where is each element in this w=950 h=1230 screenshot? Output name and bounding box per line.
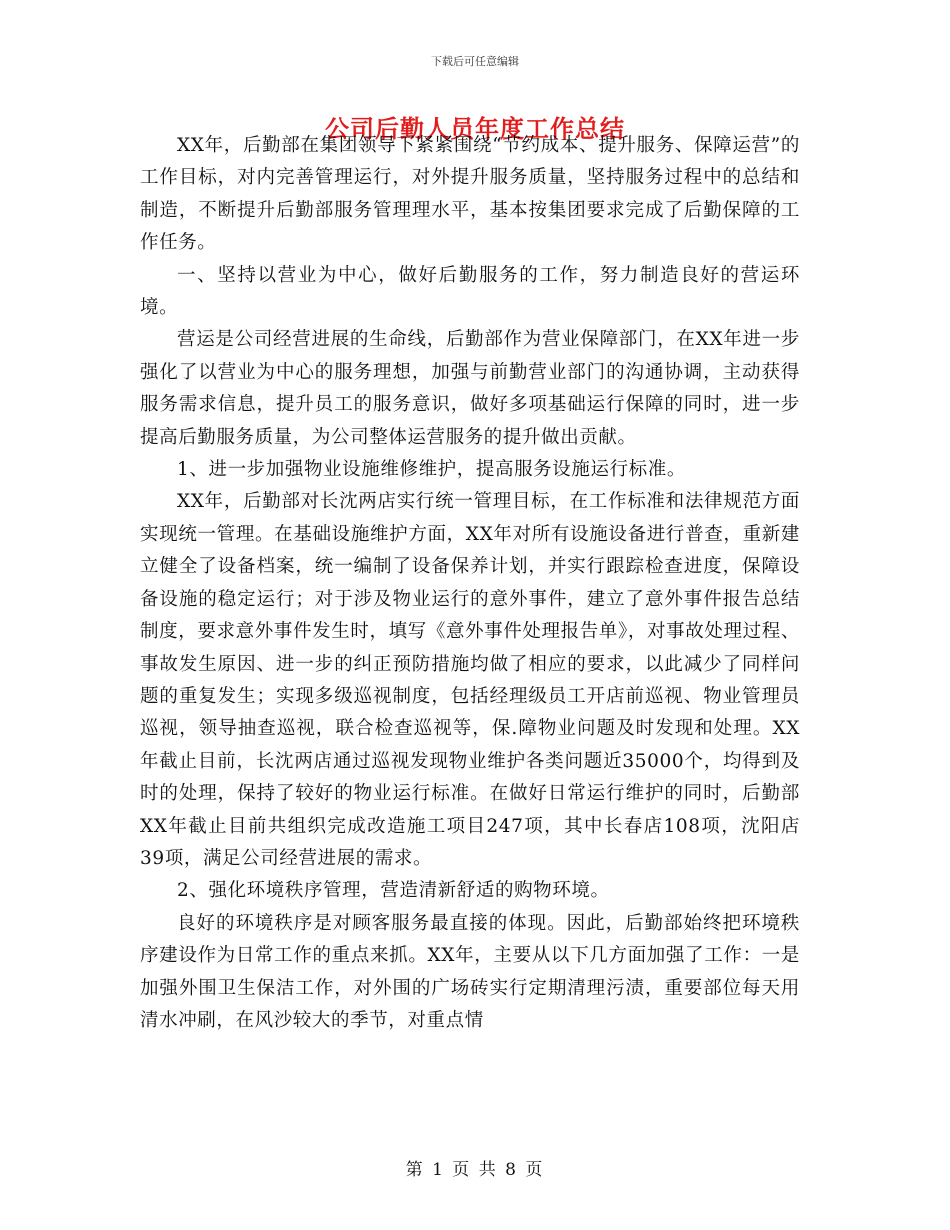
header-note: 下载后可任意编辑: [431, 55, 519, 68]
paragraph-facilities: XX年，后勤部对长沈两店实行统一管理目标，在工作标准和法律规范方面实现统一管理。在基础设施维护方面，XX年对所有设施设备进行普查，重新建立健全了设备档案，统一编制了设备保养计划，并实行跟踪检查进度，保障设备设施的稳定运行；对于涉及物业运行的意外事件，建立了意外事件报告总结制度，要求意外事件发生时，填写《意外事件处理报告单》，对事故处理过程、事故发生原因、进一步的纠正预防措施均做了相应的要求，以此减少了同样问题的重复发生；实现多级巡视制度，包括经理级员工开店前巡视、物业管理员巡视，领导抽查巡视，联合检查巡视等，保.障物业问题及时发现和处理。XX年截止目前，长沈两店通过巡视发现物业维护各类问题近35000个，均得到及时的处理，保持了较好的物业运行标准。在做好日常运行维护的同时，后勤部XX年截止目前共组织完成改造施工项目247项，其中长春店108项，沈阳店39项，满足公司经营进展的需求。: [140, 491, 800, 869]
section-heading-1: 一、坚持以营业为中心，做好后勤服务的工作，努力制造良好的营运环境。: [140, 264, 800, 319]
page-footer: 第 1 页 共 8 页: [405, 1160, 545, 1180]
document-body: [140, 130, 800, 1037]
paragraph-intro: XX年，后勤部在集团领导下紧紧围绕“节约成本、提升服务、保障运营”的工作目标，对内完善管理运行，对外提升服务质量，坚持服务过程中的总结和制造，不断提升后勤部服务管理理水平，基本按集团要求完成了后勤保障的工作任务。: [140, 135, 800, 254]
subheading-facilities: 1、进一步加强物业设施维修维护，提高服务设施运行标准。: [177, 459, 686, 481]
document-title: 公司后勤人员年度工作总结: [325, 114, 625, 143]
subheading-environment: 2、强化环境秩序管理，营造清新舒适的购物环境。: [177, 880, 610, 902]
paragraph-environment: 良好的环境秩序是对顾客服务最直接的体现。因此，后勤部始终把环境秩序建设作为日常工作的重点来抓。XX年，主要从以下几方面加强了工作：一是加强外围卫生保洁工作，对外围的广场砖实行定期清理污渍，重要部位每天用清水冲刷，在风沙较大的季节，对重点情: [140, 912, 800, 1031]
paragraph-operations: 营运是公司经营进展的生命线，后勤部作为营业保障部门，在XX年进一步强化了以营业为中心的服务理想，加强与前勤营业部门的沟通协调，主动获得服务需求信息，提升员工的服务意识，做好多项基础运行保障的同时，进一步提高后勤服务质量，为公司整体运营服务的提升做出贡献。: [140, 329, 800, 448]
